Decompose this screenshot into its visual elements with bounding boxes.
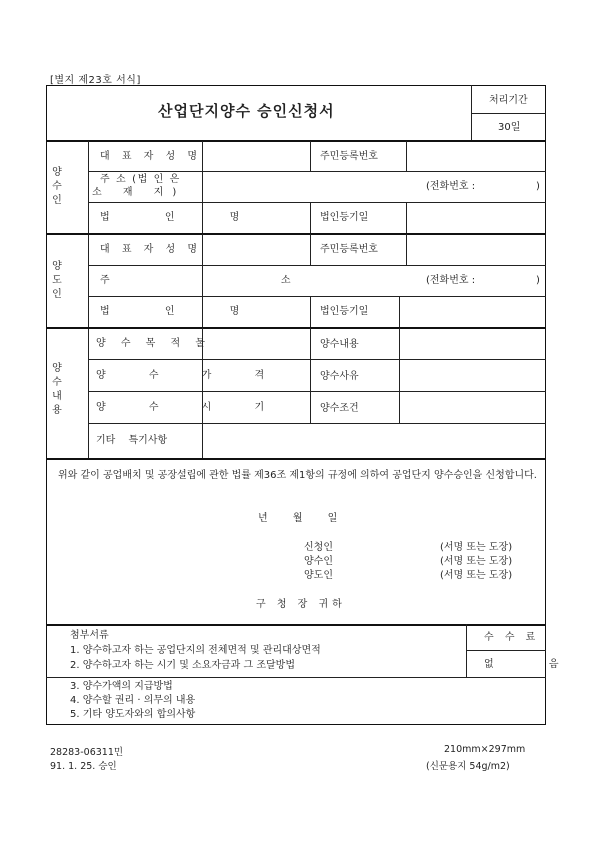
transferee-rep-name-label: 대 표 자 성 명 <box>100 151 202 162</box>
divider <box>88 359 546 360</box>
divider <box>88 141 89 459</box>
divider <box>88 296 546 297</box>
transfer-price-label: 양 수 가 격 <box>96 370 285 381</box>
transferor-phone-label: (전화번호 : <box>426 275 476 286</box>
signer-role: 신청인 <box>304 542 333 553</box>
section-divider <box>46 327 546 329</box>
attachment-item: 2. 양수하고자 하는 시기 및 소요자금과 그 조달방법 <box>70 660 295 671</box>
divider <box>406 141 407 171</box>
divider <box>310 141 311 171</box>
transferor-group-label: 양 도 인 <box>52 261 62 300</box>
attachment-item: 4. 양수할 권리 · 의무의 내용 <box>70 695 196 706</box>
transferee-group-label: 양 수 인 <box>52 167 62 206</box>
transfer-conditions-label: 양수조건 <box>320 403 359 414</box>
attachments-heading: 첨부서류 <box>70 630 109 641</box>
attachment-item: 1. 양수하고자 하는 공업단지의 전체면적 및 관리대상면적 <box>70 645 321 656</box>
section-divider <box>46 458 546 460</box>
section-divider <box>46 624 546 626</box>
form-number-label: [별지 제23호 서식] <box>50 75 141 86</box>
transferee-phone-label: (전화번호 : <box>426 181 476 192</box>
paper-type: (신문용지 54g/m2) <box>426 761 510 772</box>
attachment-item: 5. 기타 양도자와의 합의사항 <box>70 709 196 720</box>
divider <box>406 234 407 265</box>
signer-role: 양도인 <box>304 570 333 581</box>
divider <box>399 296 400 327</box>
divider <box>310 234 311 265</box>
divider <box>310 328 311 423</box>
fee-label: 수 수 료 <box>484 632 540 643</box>
section-divider <box>46 233 546 235</box>
form-title: 산업단지양수 승인신청서 <box>158 102 335 120</box>
processing-period-value: 30일 <box>498 122 521 133</box>
transfer-group-label: 양 수 내 용 <box>52 363 62 416</box>
approval-date: 91. 1. 25. 승인 <box>50 761 117 772</box>
divider <box>310 202 311 233</box>
divider <box>88 202 546 203</box>
processing-period-label: 처리기간 <box>489 95 528 106</box>
transferor-corp-name-label: 법 인 명 <box>100 306 266 317</box>
transfer-timing-label: 양 수 시 기 <box>96 402 285 413</box>
attachment-item: 3. 양수가액의 지급방법 <box>70 681 173 692</box>
transfer-reason-label: 양수사유 <box>320 371 359 382</box>
declaration-text: 위와 같이 공업배치 및 공장설립에 관한 법률 제36조 제1항의 규정에 의하여 공업단지 양수승인을 신청합니다. <box>58 470 537 481</box>
transferor-corp-reg-label: 법인등기일 <box>320 306 369 317</box>
transferee-phone-close: ) <box>536 181 540 192</box>
divider <box>406 202 407 233</box>
transferor-phone-close: ) <box>536 275 540 286</box>
addressee: 구 청 장 귀하 <box>256 599 346 610</box>
transferor-resident-no-label: 주민등록번호 <box>320 244 378 255</box>
transferor-address-label: 주 소 <box>100 275 375 286</box>
divider <box>310 296 311 327</box>
divider <box>399 328 400 423</box>
divider <box>88 171 546 172</box>
divider <box>88 265 546 266</box>
section-divider <box>46 140 546 142</box>
fee-value: 없 음 <box>484 659 585 670</box>
transfer-content-label: 양수내용 <box>320 339 359 350</box>
signer-role: 양수인 <box>304 556 333 567</box>
signer-sign-mark: (서명 또는 도장) <box>440 570 513 581</box>
date-line: 년 월 일 <box>258 513 338 524</box>
paper-size: 210mm×297mm <box>444 744 526 755</box>
transferee-corp-reg-label: 법인등기일 <box>320 212 369 223</box>
divider <box>471 113 546 114</box>
transferee-address-label: 소 재 지) <box>92 187 186 198</box>
transferor-rep-name-label: 대 표 자 성 명 <box>100 244 202 255</box>
signer-sign-mark: (서명 또는 도장) <box>440 542 513 553</box>
divider <box>466 650 546 651</box>
divider <box>46 677 546 678</box>
transferee-resident-no-label: 주민등록번호 <box>320 151 378 162</box>
transferee-address-label: 주 소 (법 인 은 <box>100 174 181 185</box>
transfer-purpose-label: 양 수 목 적 물 <box>96 338 212 349</box>
transfer-other-label: 기타 특기사항 <box>96 435 168 446</box>
transferee-corp-name-label: 법 인 명 <box>100 212 266 223</box>
divider <box>88 423 546 424</box>
form-code: 28283-06311민 <box>50 747 124 758</box>
signer-sign-mark: (서명 또는 도장) <box>440 556 513 567</box>
divider <box>88 391 546 392</box>
